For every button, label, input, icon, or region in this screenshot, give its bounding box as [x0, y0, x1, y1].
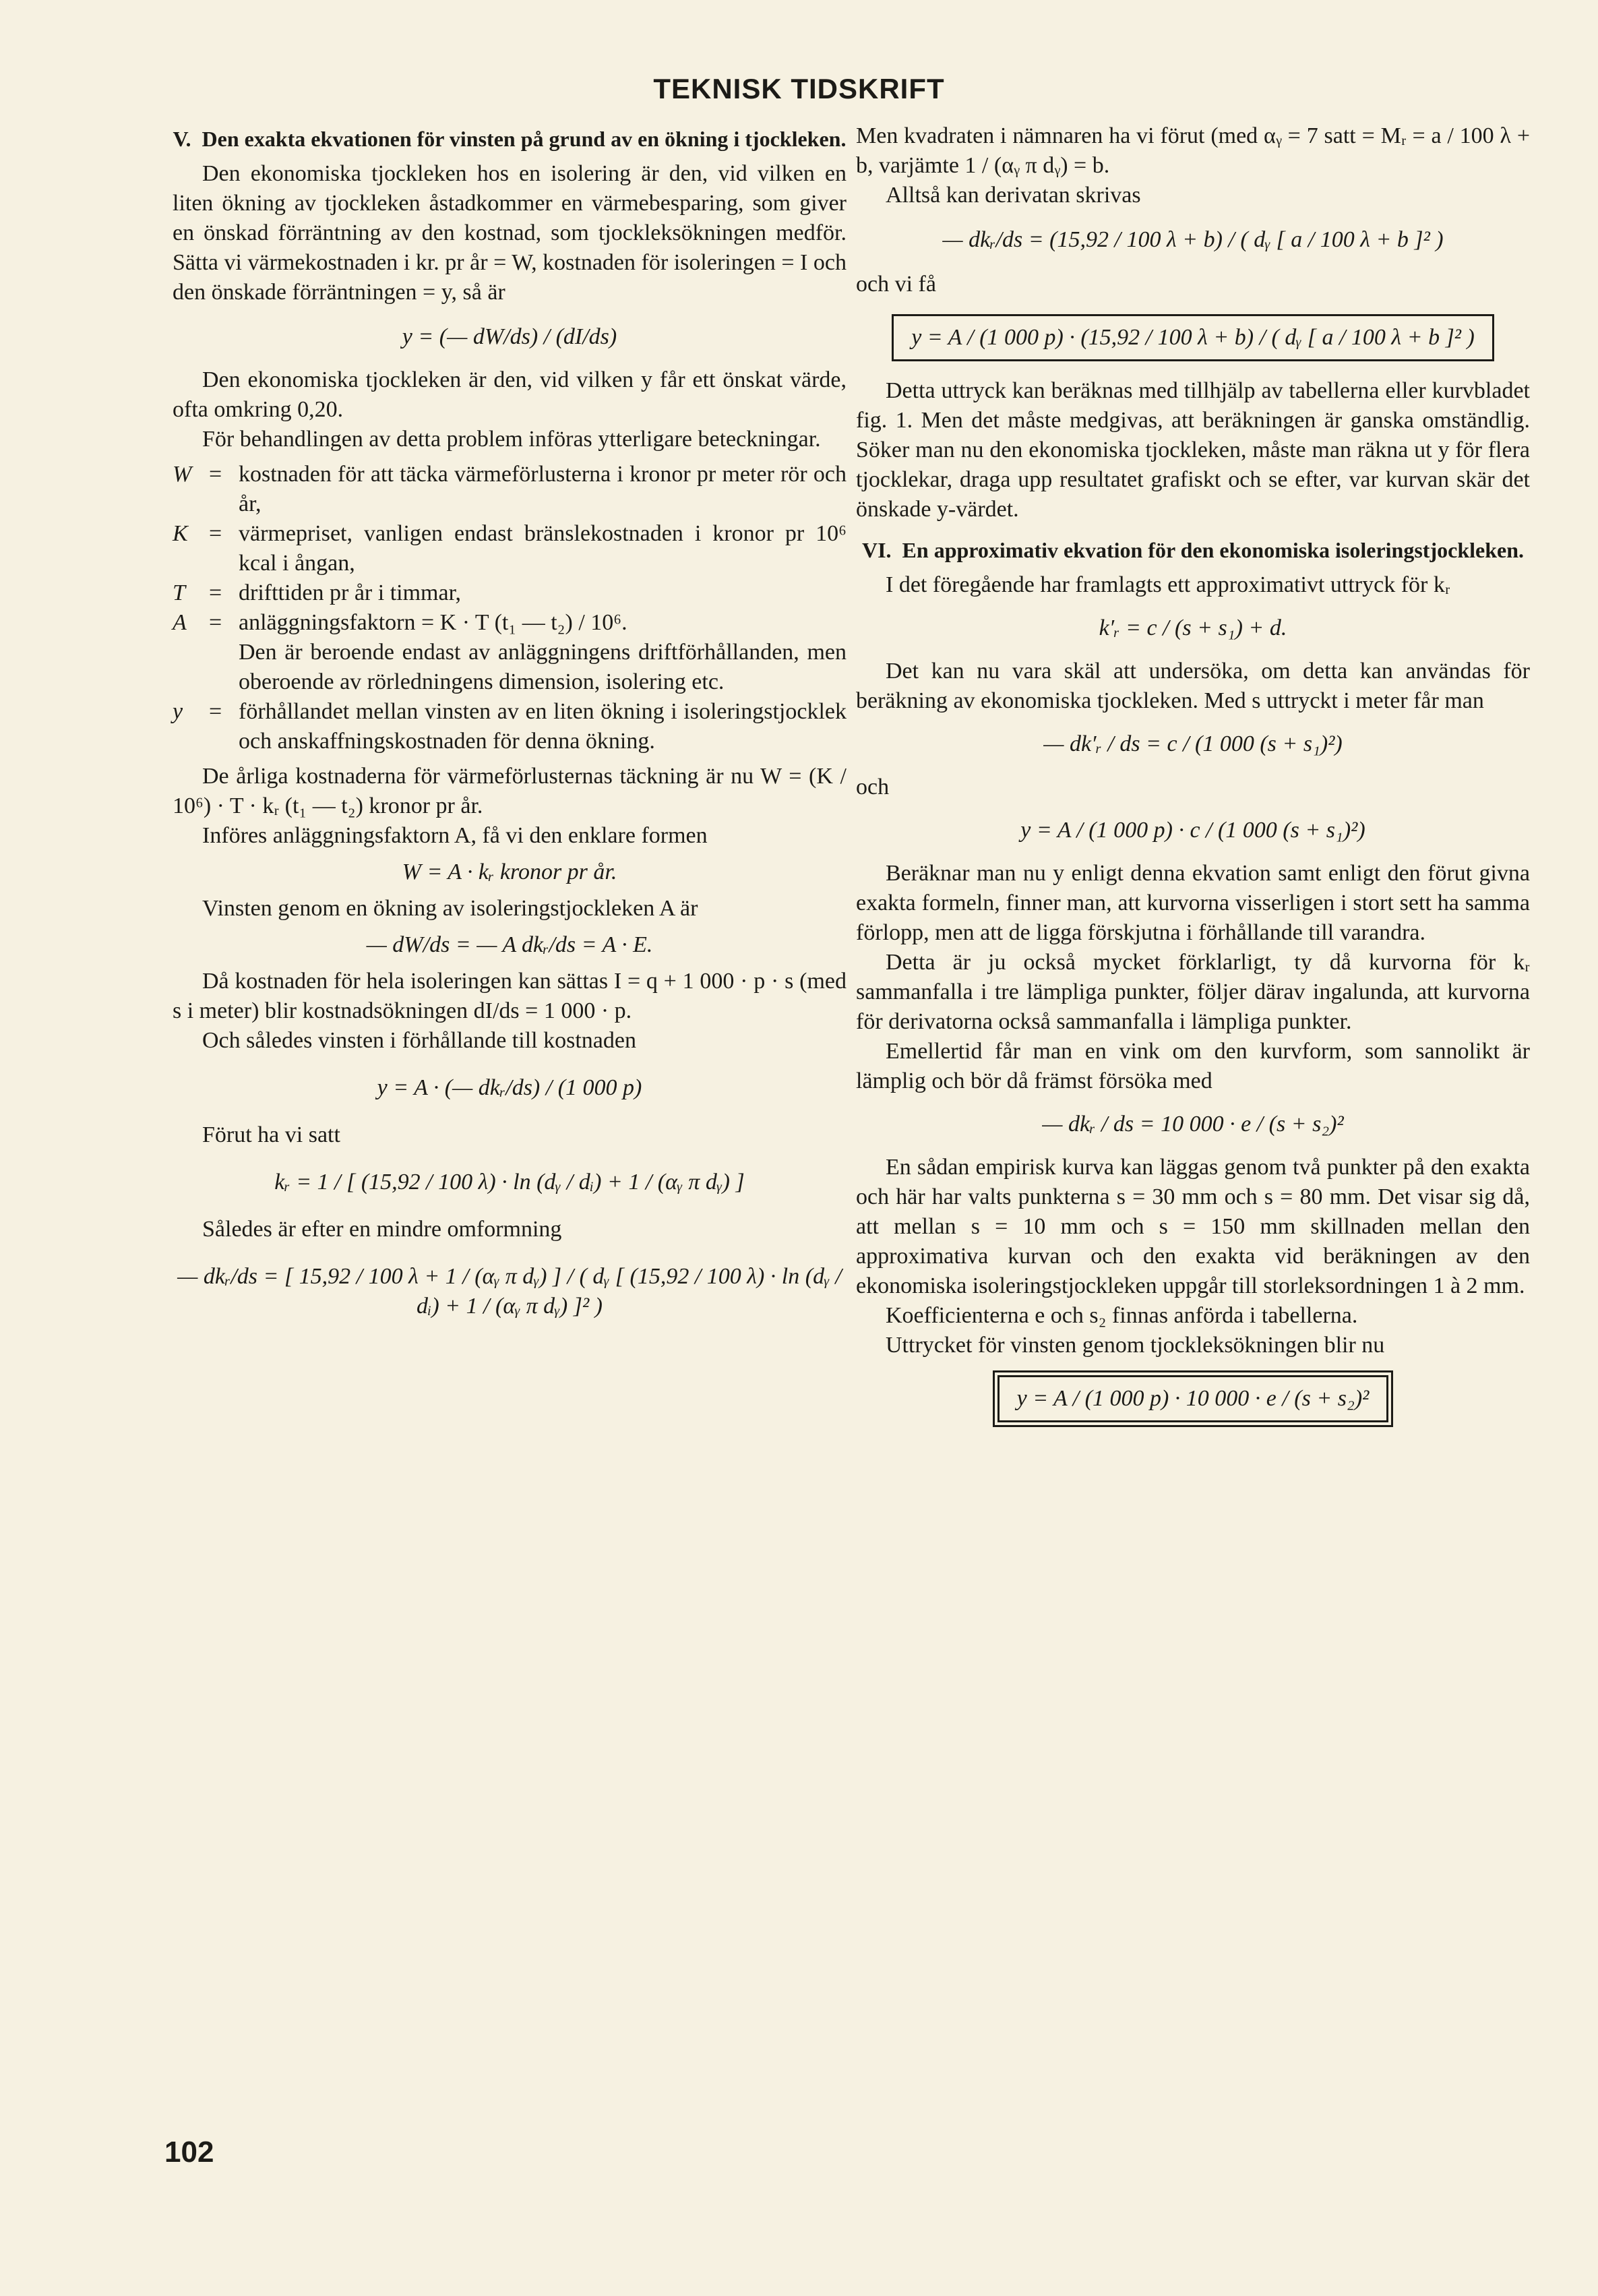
paragraph: En sådan empirisk kurva kan läggas genom två punkter på den exakta och här har valts punkterna s = 30 mm och s = 80 mm. Det visar sig då, att mellan s = 10 mm och s = 150 mm skillnaden mellan den approximativa kurvan och den exakta vid beräkningen av den ekonomiska isoleringstjockleken uppgår till storleksordningen 1 à 2 mm. — [856, 1155, 1530, 1298]
paragraph: Det kan nu vara skäl att undersöka, om detta kan användas för beräkning av ekonomiska tjockleken. Med s uttryckt i meter får man — [856, 659, 1530, 713]
definition-text: anläggningsfaktorn = K · T (t₁ — t₂) / 10⁶. — [239, 610, 627, 635]
paragraph: Koefficienterna e och s₂ finnas anförda i tabellerna. — [886, 1303, 1358, 1328]
paragraph: Men kvadraten i nämnaren ha vi förut (med αᵧ = 7 satt = Mᵣ = a / 100 λ + b, varjämte 1 / (αᵧ π dᵧ) = b. — [856, 123, 1530, 178]
equation: y = A / (1 000 p) · c / (1 000 (s + s₁)²) — [1020, 818, 1365, 843]
definition-item: y = förhållandet mellan vinsten av en liten ökning i isoleringstjocklek och anskaffningskostnaden för denna ökning. — [173, 697, 847, 756]
section-5-title: Den exakta ekvationen för vinsten på grund av en ökning i tjockleken. — [202, 127, 847, 151]
equation: — dW/ds = — A dkᵣ/ds = A · E. — [366, 932, 653, 957]
definition-text: kostnaden för att täcka värmeförlusterna i kronor pr meter rör och år, — [239, 462, 847, 516]
paragraph: Den ekonomiska tjockleken hos en isolering är den, vid vilken en liten ökning av tjockleken åstadkommer en värmebesparing, som giver en önskad förräntning av den kostnad, som tjockleksökningen medför. Sätta vi värmekostnaden i kr. pr år = W, kostnaden för isoleringen = I och den önskade förräntningen = y, så är — [173, 161, 847, 305]
section-5-heading — [173, 125, 847, 152]
paragraph: Uttrycket för vinsten genom tjockleksökningen blir nu — [886, 1333, 1385, 1358]
final-boxed-equation: y = A / (1 000 p) · 10 000 · e / (s + s₂)² — [997, 1375, 1389, 1422]
equation: — dkᵣ/ds = (15,92 / 100 λ + b) / ( dᵧ [ a / 100 λ + b ]² ) — [942, 227, 1444, 252]
equation: kᵣ = 1 / [ (15,92 / 100 λ) · ln (dᵧ / dᵢ) + 1 / (αᵧ π dᵧ) ] — [274, 1170, 745, 1195]
section-6-title: En approximativ ekvation för den ekonomiska isoleringstjockleken. — [902, 538, 1524, 562]
equation: y = (— dW/ds) / (dI/ds) — [402, 324, 617, 349]
page-number: 102 — [164, 2136, 214, 2169]
paragraph: Detta är ju också mycket förklarligt, ty då kurvorna för kᵣ sammanfalla i tre lämpliga punkter, följer därav ingalunda, att kurvorna för derivatorna också sammanfalla i lämpliga punkter. — [856, 950, 1530, 1034]
paragraph: Och således vinsten i förhållande till kostnaden — [202, 1028, 636, 1053]
paragraph: Då kostnaden för hela isoleringen kan sättas I = q + 1 000 · p · s (med s i meter) blir kostnadsökningen dI/ds = 1 000 · p. — [173, 969, 847, 1023]
paragraph: Således är efter en mindre omformning — [202, 1217, 562, 1242]
definition-item: W = kostnaden för att täcka värmeförlusterna i kronor pr meter rör och år, — [173, 460, 847, 519]
paragraph: Vinsten genom en ökning av isoleringstjockleken A är — [202, 896, 698, 921]
paragraph: Alltså kan derivatan skrivas — [886, 183, 1141, 208]
definition-text: förhållandet mellan vinsten av en liten ökning i isoleringstjocklek och anskaffningskostnaden för denna ökning. — [239, 699, 847, 754]
paragraph: Förut ha vi satt — [202, 1122, 340, 1147]
journal-header: TEKNISK TIDSKRIFT — [653, 73, 945, 104]
definition-symbol: y — [173, 699, 183, 724]
section-6-heading — [856, 537, 1530, 564]
boxed-equation: y = A / (1 000 p) · (15,92 / 100 λ + b) / ( dᵧ [ a / 100 λ + b ]² ) — [892, 314, 1494, 361]
definition-symbol: T — [173, 580, 185, 605]
paragraph: För behandlingen av detta problem införas ytterligare beteckningar. — [202, 427, 821, 452]
paragraph: Beräknar man nu y enligt denna ekvation samt enligt den förut givna exakta formeln, finner man, att kurvorna visserligen i stort sett ha samma förlopp, men att de ligga förskjutna i förhållande till varandra. — [856, 861, 1530, 945]
definition-item — [173, 638, 847, 697]
definition-symbol: A — [173, 610, 187, 635]
definition-symbol: W — [173, 462, 192, 487]
paragraph: Detta uttryck kan beräknas med tillhjälp av tabellerna eller kurvbladet fig. 1. Men det måste medgivas, att beräkningen är ganska omständlig. Söker man nu den ekonomiska tjockleken, måste man räkna ut y för flera tjocklekar, draga upp resultatet grafiskt och se efter, var kurvan skär det önskade y-värdet. — [856, 378, 1530, 522]
equation: W = A · kᵣ kronor pr år. — [402, 859, 617, 884]
definition-item: T = drifttiden pr år i timmar, — [173, 578, 847, 608]
right-column — [856, 121, 1530, 1437]
equation: k′ᵣ = c / (s + s₁) + d. — [1099, 615, 1287, 640]
definition-item: A = anläggningsfaktorn = K · T (t₁ — t₂) / 10⁶. — [173, 608, 847, 638]
equation: — dkᵣ / ds = 10 000 · e / (s + s₂)² — [1042, 1112, 1344, 1137]
final-equation-container — [856, 1375, 1530, 1422]
section-6-number: VI. — [861, 538, 892, 562]
paragraph: och vi få — [856, 272, 936, 297]
paragraph: Emellertid får man en vink om den kurvform, som sannolikt är lämplig och bör då främst försöka med — [856, 1039, 1530, 1093]
definition-text: Den är beroende endast av anläggningens driftförhållanden, men oberoende av rörledningens dimension, isolering etc. — [239, 640, 847, 694]
definition-item: K = värmepriset, vanligen endast bränslekostnaden i kronor pr 10⁶ kcal i ångan, — [173, 519, 847, 578]
paragraph: Införes anläggningsfaktorn A, få vi den enklare formen — [202, 823, 708, 848]
paragraph: Den ekonomiska tjockleken är den, vid vilken y får ett önskat värde, ofta omkring 0,20. — [173, 367, 847, 422]
definitions-list — [173, 460, 847, 756]
boxed-equation-container — [856, 314, 1530, 361]
paragraph: och — [856, 775, 890, 799]
paragraph: I det föregående har framlagts ett approximativt uttryck för kᵣ — [886, 572, 1450, 597]
definition-text: drifttiden pr år i timmar, — [239, 580, 462, 605]
equation: — dkᵣ/ds = [ 15,92 / 100 λ + 1 / (αᵧ π dᵧ) ] / ( dᵧ [ (15,92 / 100 λ) · ln (dᵧ / dᵢ) + 1 / (αᵧ π dᵧ) ]² ) — [177, 1264, 842, 1319]
definition-text: värmepriset, vanligen endast bränslekostnaden i kronor pr 10⁶ kcal i ångan, — [239, 521, 847, 576]
definition-symbol: K — [173, 521, 188, 546]
left-column — [173, 121, 847, 1339]
equation: y = A · (— dkᵣ/ds) / (1 000 p) — [377, 1075, 642, 1100]
paragraph: De årliga kostnaderna för värmeförlusternas täckning är nu W = (K / 10⁶) · T · kᵣ (t₁ — t₂) kronor pr år. — [173, 764, 847, 818]
section-5-number: V. — [173, 127, 191, 151]
equation: — dk′ᵣ / ds = c / (1 000 (s + s₁)²) — [1043, 731, 1343, 756]
